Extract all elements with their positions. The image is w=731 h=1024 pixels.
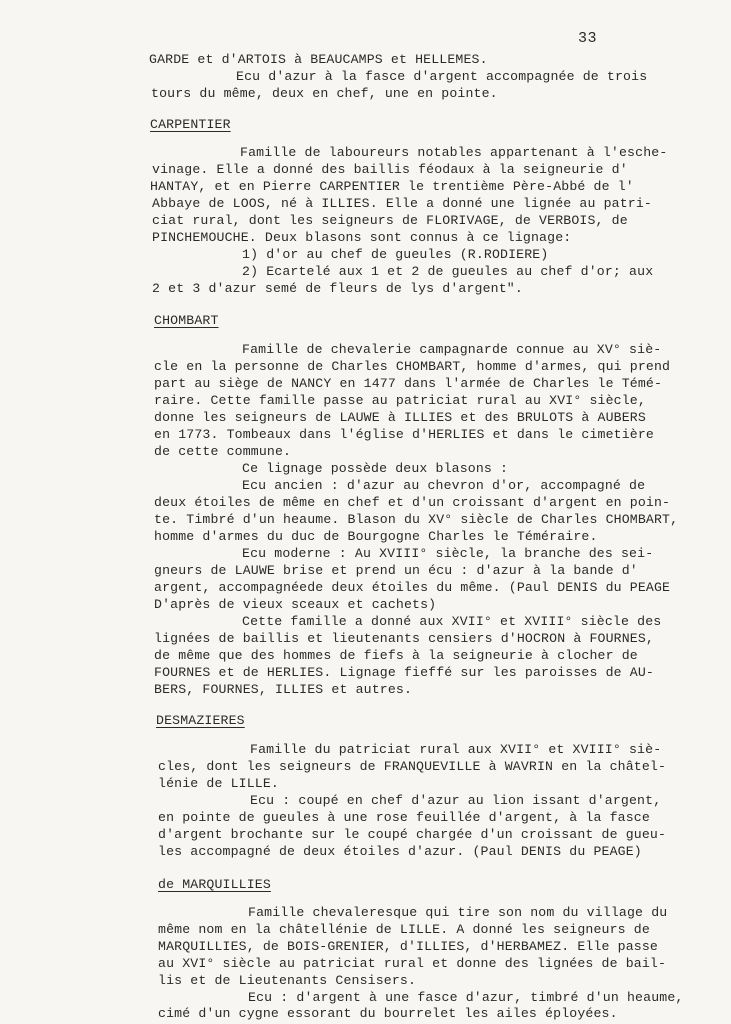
text-line: raire. Cette famille passe au patriciat rural au XVI° siècle,	[154, 393, 646, 408]
text-line: 1) d'or au chef de gueules (R.RODIERE)	[242, 247, 549, 262]
text-line: Ecu : d'argent à une fasce d'azur, timbré d'un heaume,	[248, 990, 684, 1005]
text-line: argent, accompagnéede deux étoiles du même. (Paul DENIS du PEAGE	[154, 580, 671, 595]
section-heading-desmazieres: DESMAZIERES	[156, 713, 245, 728]
text-line: Ecu d'azur à la fasce d'argent accompagnée de trois	[236, 69, 648, 84]
text-line: homme d'armes du duc de Bourgogne Charles le Téméraire.	[154, 529, 598, 544]
text-line: D'après de vieux sceaux et cachets)	[154, 597, 437, 612]
text-line: en pointe de gueules à une rose feuillée d'argent, à la fasce	[158, 810, 650, 825]
text-line: de même que des hommes de fiefs à la seigneurie à clocher de	[154, 648, 638, 663]
page-number: 33	[578, 30, 598, 47]
text-line: ciat rural, dont les seigneurs de FLORIVAGE, de VERBOIS, de	[152, 213, 628, 228]
text-line: en 1773. Tombeaux dans l'église d'HERLIES et dans le cimetière	[154, 427, 654, 442]
section-heading-marquillies: de MARQUILLIES	[158, 877, 271, 892]
text-line: lénie de LILLE.	[158, 776, 279, 791]
text-line: PINCHEMOUCHE. Deux blasons sont connus à ce lignage:	[152, 230, 572, 245]
text-line: GARDE et d'ARTOIS à BEAUCAMPS et HELLEMES.	[149, 52, 488, 67]
text-line: Famille de laboureurs notables appartenant à l'esche-	[240, 145, 668, 160]
text-line: tours du même, deux en chef, une en pointe.	[151, 86, 498, 101]
text-line: te. Timbré d'un heaume. Blason du XV° siècle de Charles CHOMBART,	[154, 512, 679, 527]
text-line: part au siège de NANCY en 1477 dans l'armée de Charles le Témé-	[154, 376, 663, 391]
text-line: BERS, FOURNES, ILLIES et autres.	[154, 682, 413, 697]
text-line: gneurs de LAUWE brise et prend un écu : d'azur à la bande d'	[154, 563, 638, 578]
text-line: Ecu moderne : Au XVIII° siècle, la branche des sei-	[242, 546, 654, 561]
text-line: Abbaye de LOOS, né à ILLIES. Elle a donné une lignée au patri-	[152, 196, 652, 211]
text-line: HANTAY, et en Pierre CARPENTIER le trentième Père-Abbé de l'	[150, 179, 634, 194]
text-line: de cette commune.	[154, 444, 292, 459]
text-line: MARQUILLIES, de BOIS-GRENIER, d'ILLIES, d'HERBAMEZ. Elle passe	[158, 939, 658, 954]
text-line: lis et de Lieutenants Censisers.	[158, 973, 417, 988]
text-line: Famille chevaleresque qui tire son nom du village du	[248, 905, 668, 920]
text-line: au XVI° siècle au patriciat rural et donne des lignées de bail-	[158, 956, 667, 971]
text-line: Cette famille a donné aux XVII° et XVIII° siècle des	[242, 614, 662, 629]
text-line: cimé d'un cygne essorant du bourrelet les ailes éployées.	[158, 1006, 618, 1021]
text-line: cles, dont les seigneurs de FRANQUEVILLE à WAVRIN en la châtel-	[158, 759, 667, 774]
text-line: Ecu ancien : d'azur au chevron d'or, accompagné de	[242, 478, 646, 493]
text-line: lignées de baillis et lieutenants censiers d'HOCRON à FOURNES,	[154, 631, 654, 646]
text-line: vinage. Elle a donné des baillis féodaux à la seigneurie d'	[152, 162, 628, 177]
text-line: Ce lignage possède deux blasons :	[242, 461, 509, 476]
section-heading-chombart: CHOMBART	[154, 313, 219, 328]
text-line: Ecu : coupé en chef d'azur au lion issant d'argent,	[250, 793, 662, 808]
text-line: même nom en la châtellénie de LILLE. A donné les seigneurs de	[158, 922, 650, 937]
text-line: 2) Ecartelé aux 1 et 2 de gueules au chef d'or; aux	[242, 264, 654, 279]
text-line: Famille du patriciat rural aux XVII° et XVIII° siè-	[250, 742, 662, 757]
text-line: FOURNES et de HERLIES. Lignage fieffé sur les paroisses de AU-	[154, 665, 654, 680]
text-line: les accompagné de deux étoiles d'azur. (Paul DENIS du PEAGE)	[158, 844, 642, 859]
text-line: d'argent brochante sur le coupé chargée d'un croissant de gueu-	[158, 827, 667, 842]
text-line: 2 et 3 d'azur semé de fleurs de lys d'argent".	[152, 281, 523, 296]
text-line: deux étoiles de même en chef et d'un croissant d'argent en poin-	[154, 495, 671, 510]
section-heading-carpentier: CARPENTIER	[150, 117, 231, 132]
text-line: cle en la personne de Charles CHOMBART, homme d'armes, qui prend	[154, 359, 671, 374]
text-line: donne les seigneurs de LAUWE à ILLIES et des BRULOTS à AUBERS	[154, 410, 646, 425]
text-line: Famille de chevalerie campagnarde connue au XV° siè-	[242, 342, 662, 357]
